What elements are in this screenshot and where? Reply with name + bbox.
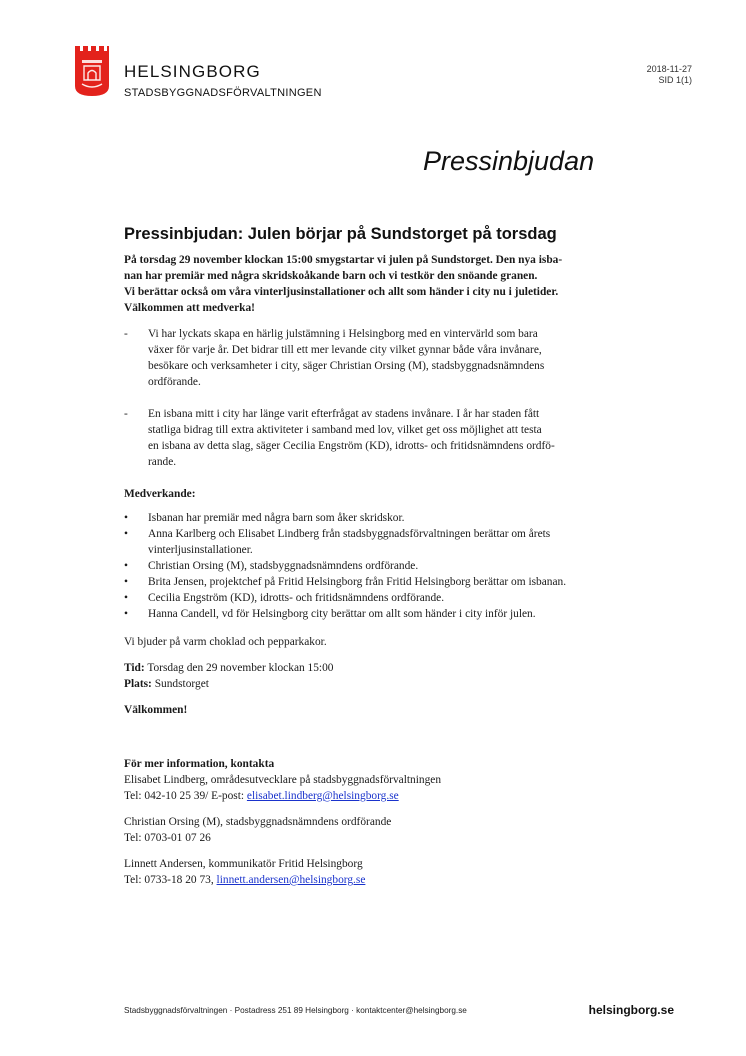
helsingborg-crest-icon xyxy=(74,44,110,98)
contact-name: Linnett Andersen, kommunikatör Fritid Helsingborg xyxy=(124,858,363,870)
participant-text: Christian Orsing (M), stadsbyggnadsnämndens ordförande. xyxy=(148,560,419,572)
participant-text: Cecilia Engström (KD), idrotts- och fritidsnämndens ordförande. xyxy=(148,592,445,604)
time-label: Tid: xyxy=(124,662,145,674)
contact-tel: Tel: 042-10 25 39/ E-post: xyxy=(124,790,247,802)
quote-list xyxy=(124,326,644,470)
document-date: 2018-11-27 xyxy=(646,64,692,74)
participant-item xyxy=(148,558,644,574)
contact-tel: Tel: 0703-01 07 26 xyxy=(124,832,211,844)
participant-item xyxy=(148,590,644,606)
event-details xyxy=(124,660,644,692)
quote-line: Vi har lyckats skapa en härlig julstämning i Helsingborg med en vintervärld som bara xyxy=(148,328,538,340)
participant-text: vinterljusinstallationer. xyxy=(148,544,253,556)
place-label: Plats: xyxy=(124,678,152,690)
participant-text: Hanna Candell, vd för Helsingborg city berättar om allt som händer i city inför julen. xyxy=(148,608,536,620)
lead-line: nan har premiär med några skridskoåkande barn och vi testkör den snöande granen. xyxy=(124,270,538,282)
quote-line: ordförande. xyxy=(148,376,201,388)
quote-line: statliga bidrag till extra aktiviteter i samband med lov, vilket get oss möjlighet att testa xyxy=(148,424,542,436)
contact-person xyxy=(124,772,644,804)
contact-person xyxy=(124,814,644,846)
participant-text: Anna Karlberg och Elisabet Lindberg från stadsbyggnadsförvaltningen berättar om årets xyxy=(148,528,551,540)
contact-name: Elisabet Lindberg, områdesutvecklare på stadsbyggnadsförvaltningen xyxy=(124,774,442,786)
participant-text: Isbanan har premiär med några barn som åker skridskor. xyxy=(148,512,405,524)
participant-item xyxy=(148,510,644,526)
org-name: HELSINGBORG xyxy=(124,62,261,81)
quote-line: rande. xyxy=(148,456,177,468)
footer-address: Stadsbyggnadsförvaltningen · Postadress 251 89 Helsingborg · kontaktcenter@helsingborg.se xyxy=(124,1006,467,1015)
quote-line: en isbana av detta slag, säger Cecilia Engström (KD), idrotts- och fritidsnämndens ordfö- xyxy=(148,440,555,452)
lead-line: På torsdag 29 november klockan 15:00 smygstartar vi julen på Sundstorget. Den nya isba- xyxy=(124,254,563,266)
footer-site: helsingborg.se xyxy=(588,1003,674,1017)
contact-person xyxy=(124,856,644,888)
quote-item xyxy=(148,326,644,390)
contact-heading: För mer information, kontakta xyxy=(124,758,275,770)
participant-text: Brita Jensen, projektchef på Fritid Helsingborg från Fritid Helsingborg berättar om isbanan. xyxy=(148,576,567,588)
place-value: Sundstorget xyxy=(151,678,209,690)
contact-name: Christian Orsing (M), stadsbyggnadsnämndens ordförande xyxy=(124,816,392,828)
treat-text: Vi bjuder på varm choklad och pepparkakor. xyxy=(124,636,327,648)
participants-list xyxy=(124,510,644,622)
lead-line: Vi berättar också om våra vinterljusinstallationer och allt som händer i city nu i juletider. xyxy=(124,286,559,298)
document-body xyxy=(124,252,644,888)
headline: Pressinbjudan: Julen börjar på Sundstorget på torsdag xyxy=(124,225,557,243)
participants-label: Medverkande: xyxy=(124,488,196,500)
department-name: STADSBYGGNADSFÖRVALTNINGEN xyxy=(124,87,322,99)
time-value: Torsdag den 29 november klockan 15:00 xyxy=(144,662,334,674)
quote-line: växer för varje år. Det bidrar till ett mer levande city vilket gynnar både våra invånare, xyxy=(148,344,542,356)
document-meta xyxy=(647,64,692,86)
document-type: Pressinbjudan xyxy=(423,146,595,176)
quote-line: En isbana mitt i city har länge varit efterfrågat av stadens invånare. I år har staden fått xyxy=(148,408,540,420)
email-link[interactable]: linnett.andersen@helsingborg.se xyxy=(216,874,366,886)
participant-item xyxy=(148,574,644,590)
lead-line: Välkommen att medverka! xyxy=(124,302,255,314)
lead-paragraph xyxy=(124,252,644,316)
page-number: SID 1(1) xyxy=(658,75,692,85)
participant-item xyxy=(148,606,644,622)
welcome-text: Välkommen! xyxy=(124,704,188,716)
quote-item xyxy=(148,406,644,470)
quote-line: besökare och verksamheter i city, säger Christian Orsing (M), stadsbyggnadsnämndens xyxy=(148,360,545,372)
email-link[interactable]: elisabet.lindberg@helsingborg.se xyxy=(246,790,399,802)
participant-item xyxy=(148,526,644,558)
contact-tel: Tel: 0733-18 20 73, xyxy=(124,874,217,886)
